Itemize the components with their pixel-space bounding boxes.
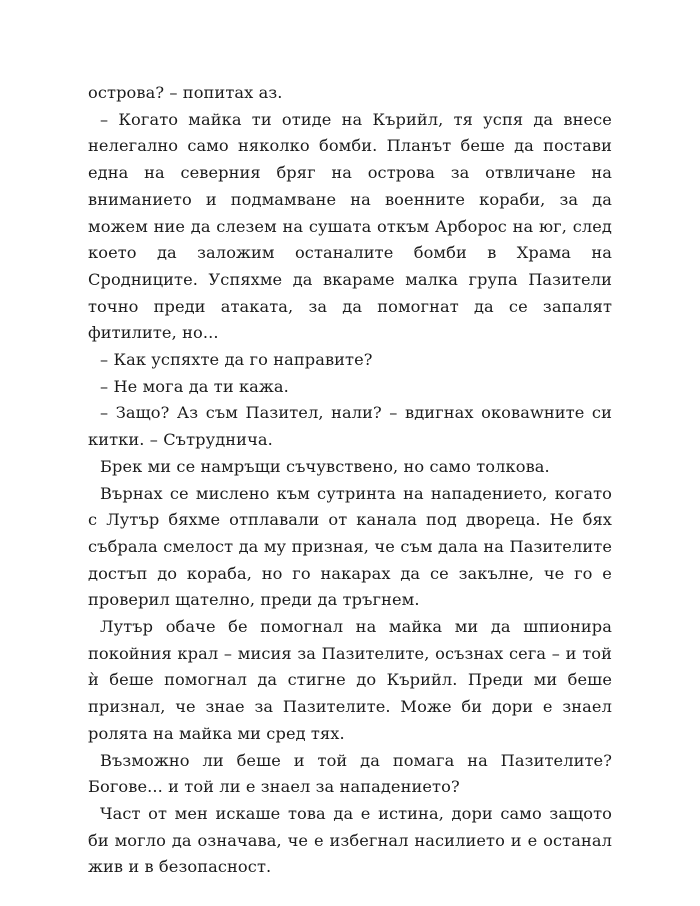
- paragraph-4: – Не мога да ти кажа.: [100, 376, 289, 396]
- paragraph-9: Възможно ли беше и той да помага на Пазителите? Богове... и той ли е знаел за нападението?: [88, 750, 612, 797]
- paragraph-2: – Когато майка ти отиде на Кърийл, тя успя да внесе нелегално само няколко бомби. Планът беше да постави една на северния бряг на острова за отвличане на вниманието и подмамване на военните кораби, за да можем ние да слезем на сушата откъм Арборос на юг, след което да заложим останалите бомби в Храма на Сродниците. Успяхме да вкараме малка група Пазители точно преди атаката, за да помогнат да се запалят фитилите, но...: [88, 109, 612, 343]
- paragraph-6: Брек ми се намръщи съчувствено, но само толкова.: [100, 456, 550, 476]
- paragraph-10: Част от мен искаше това да е истина, дори само защото би могло да означава, че е избегнал насилието и е останал жив и в безопасност.: [88, 803, 612, 877]
- book-page: [88, 80, 612, 881]
- paragraph-8: Лутър обаче бе помогнал на майка ми да шпионира покойния крал – мисия за Пазителите, осъзнах сега – и той ѝ беше помогнал да стигне до Кърийл. Преди ми беше признал, че знае за Пазителите. Може би дори е знаел ролята на майка ми сред тях.: [88, 617, 612, 743]
- paragraph-5: – Защо? Аз съм Пазител, нали? – вдигнах оковаwните си китки. – Сътруднича.: [88, 403, 612, 450]
- paragraph-1: острова? – попитах аз.: [88, 83, 283, 102]
- paragraph-7: Върнах се мислено към сутринта на нападението, когато с Лутър бяхме отплавали от канала под двореца. Не бях събрала смелост да му призная, че съм дала на Пазителите достъп до кораба, но го накарах да се закълне, че го е проверил щателно, преди да тръгнем.: [88, 483, 612, 610]
- paragraph-3: – Как успяхте да го направите?: [100, 350, 373, 370]
